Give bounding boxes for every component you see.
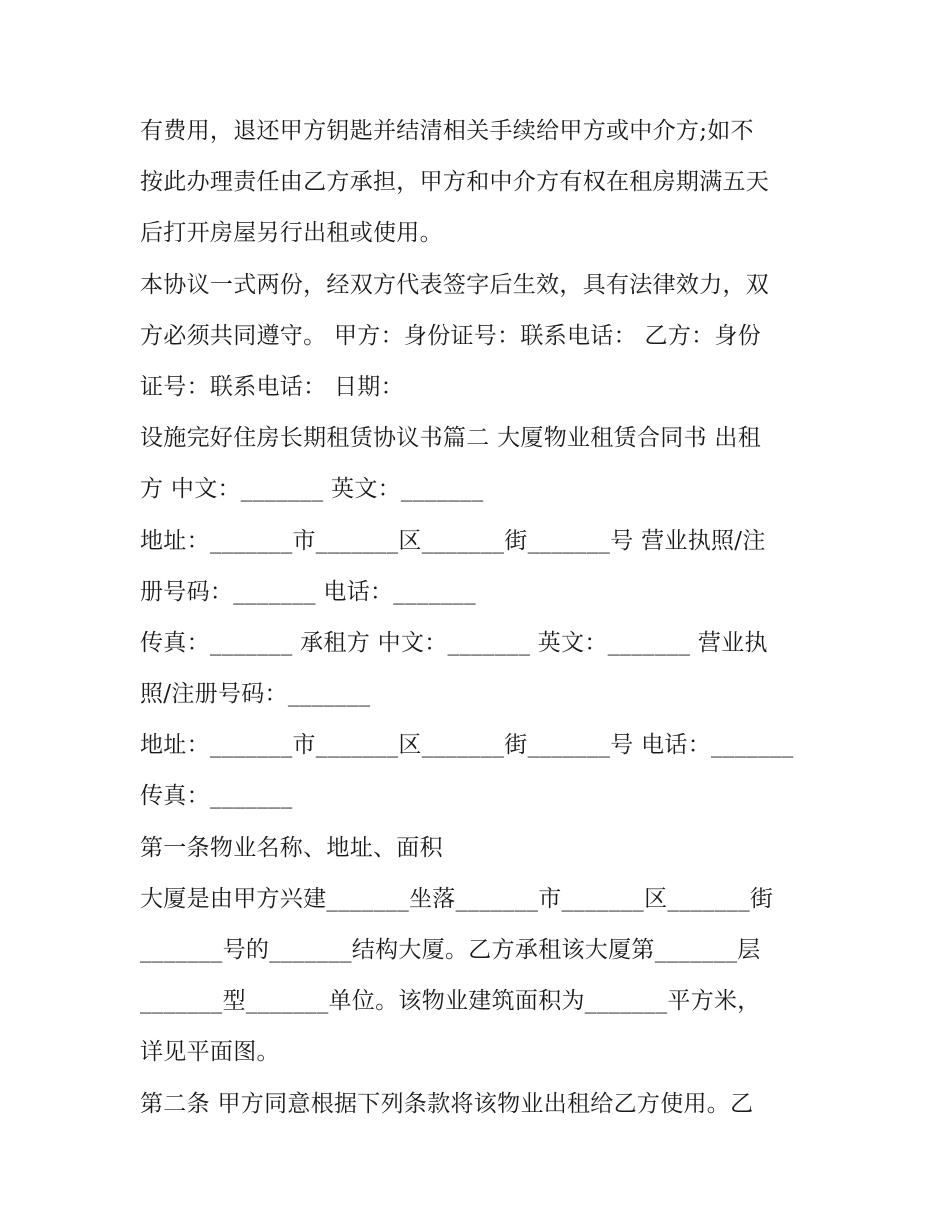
text-line: 传真：_______ 承租方 中文：_______ 英文：_______ 营业执 <box>140 629 768 656</box>
text-line: _______型_______单位。该物业建筑面积为_______平方米， <box>140 988 761 1015</box>
text-line: 后打开房屋另行出租或使用。 <box>140 220 443 247</box>
text-line: 方 中文：_______ 英文：_______ <box>140 476 484 503</box>
text-line: _______号的_______结构大厦。乙方承租该大厦第_______层 <box>140 937 761 963</box>
text-line: 证号：联系电话： 日期： <box>140 373 404 400</box>
text-line: 地址：_______市_______区_______街_______号 营业执照/注 <box>140 527 766 554</box>
text-line: 有费用，退还甲方钥匙并结清相关手续给甲方或中介方;如不 <box>140 118 754 144</box>
section-heading: 第一条物业名称、地址、面积 <box>140 834 443 861</box>
text-line: 传真：_______ <box>140 783 293 810</box>
text-line: 按此办理责任由乙方承担，甲方和中介方有权在租房期满五天 <box>140 169 770 196</box>
text-line: 第二条 甲方同意根据下列条款将该物业出租给乙方使用。乙 <box>140 1090 754 1117</box>
text-line: 详见平面图。 <box>140 1039 280 1066</box>
text-line: 册号码：_______ 电话：_______ <box>140 578 476 605</box>
text-line: 本协议一式两份，经双方代表签字后生效，具有法律效力，双 <box>140 271 770 298</box>
text-line: 照/注册号码：_______ <box>140 681 371 708</box>
document-body <box>140 106 820 1130</box>
text-line: 方必须共同遵守。 甲方：身份证号：联系电话： 乙方：身份 <box>140 322 762 349</box>
text-line: 大厦是由甲方兴建_______坐落_______市_______区_______街 <box>140 885 774 912</box>
text-line: 地址：_______市_______区_______街_______号 电话：_______ <box>140 732 794 759</box>
text-line: 设施完好住房长期租赁协议书篇二 大厦物业租赁合同书 出租 <box>140 425 762 452</box>
